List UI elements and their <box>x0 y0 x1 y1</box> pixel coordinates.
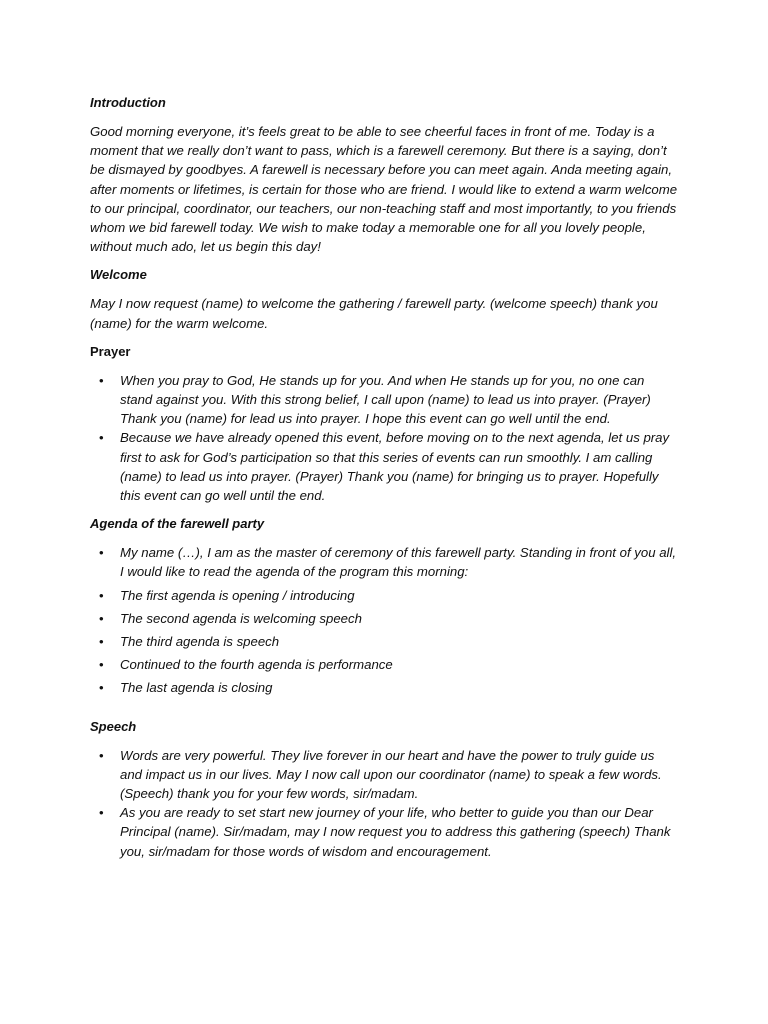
prayer-list <box>90 371 680 505</box>
list-item <box>90 655 680 674</box>
bullet-icon: • <box>99 545 104 561</box>
bullet-icon: • <box>99 430 104 446</box>
agenda-heading: Agenda of the farewell party <box>90 516 265 532</box>
bullet-icon: • <box>99 634 104 650</box>
spacer <box>90 708 680 718</box>
prayer-item-1: When you pray to God, He stands up for you. And when He stands up for you, no one can stand against you. With this strong belief, I call upon (name) to lead us into prayer. (Prayer) Thank you (name) for lead us into prayer. I hope this event can go well until the end. <box>120 372 651 427</box>
list-item <box>90 632 680 651</box>
bullet-icon: • <box>99 610 104 626</box>
bullet-icon: • <box>99 747 104 763</box>
welcome-heading: Welcome <box>90 267 147 283</box>
document-page <box>90 94 680 871</box>
list-item <box>90 543 680 581</box>
bullet-icon: • <box>99 587 104 603</box>
bullet-icon: • <box>99 372 104 388</box>
speech-item-2: As you are ready to set start new journey of your life, who better to guide you than our Dear Principal (name). Sir/madam, may I now request you to address this gathering (speech) Thank you, sir/madam for those words of wisdom and encouragement. <box>120 805 671 859</box>
speech-item-1: Words are very powerful. They live forever in our heart and have the power to truly guide us and impact us in our lives. May I now call upon our coordinator (name) to speak a few words. (Speech) thank you for your few words, sir/madam. <box>120 747 662 802</box>
list-item <box>90 746 680 804</box>
bullet-icon: • <box>99 680 104 696</box>
list-item <box>90 609 680 628</box>
agenda-item-1: My name (…), I am as the master of ceremony of this farewell party. Standing in front of you all, I would like to read the agenda of the program this morning: <box>120 545 677 580</box>
agenda-item-2: The first agenda is opening / introducing <box>120 587 355 603</box>
agenda-item-5: Continued to the fourth agenda is performance <box>120 657 393 673</box>
speech-heading: Speech <box>90 718 137 734</box>
speech-list <box>90 746 680 861</box>
list-item <box>90 678 680 697</box>
agenda-item-4: The third agenda is speech <box>120 634 280 650</box>
introduction-heading: Introduction <box>90 95 166 110</box>
agenda-item-3: The second agenda is welcoming speech <box>120 610 362 626</box>
list-item <box>90 371 680 429</box>
bullet-icon: • <box>99 805 104 821</box>
agenda-item-6: The last agenda is closing <box>120 680 273 696</box>
agenda-list <box>90 543 680 697</box>
list-item <box>90 586 680 605</box>
bullet-icon: • <box>99 657 104 673</box>
prayer-heading: Prayer <box>90 343 131 359</box>
introduction-paragraph: Good morning everyone, it’s feels great to be able to see cheerful faces in front of me. Today is a moment that we really don’t want to pass, which is a farewell ceremony. But there is a saying, don’t be dismayed by goodbyes. A farewell is necessary before you can meet again. Anda meeting again, after moments or lifetimes, is certain for those who are friend. I would like to extend a warm welcome to our principal, coordinator, our teachers, our non-teaching staff and most importantly, to you friends whom we bid farewell today. We wish to make today a memorable one for all you lovely people, without much ado, let us begin this day! <box>90 124 678 255</box>
welcome-paragraph: May I now request (name) to welcome the gathering / farewell party. (welcome speech) thank you (name) for the warm welcome. <box>90 296 658 331</box>
list-item <box>90 428 680 505</box>
list-item <box>90 803 680 861</box>
prayer-item-2: Because we have already opened this event, before moving on to the next agenda, let us pray first to ask for God’s participation so that this series of events can run smoothly. I am calling (name) to lead us into prayer. (Prayer) Thank you (name) for bringing us to prayer. Hopefully this event can go well until the end. <box>120 430 670 504</box>
